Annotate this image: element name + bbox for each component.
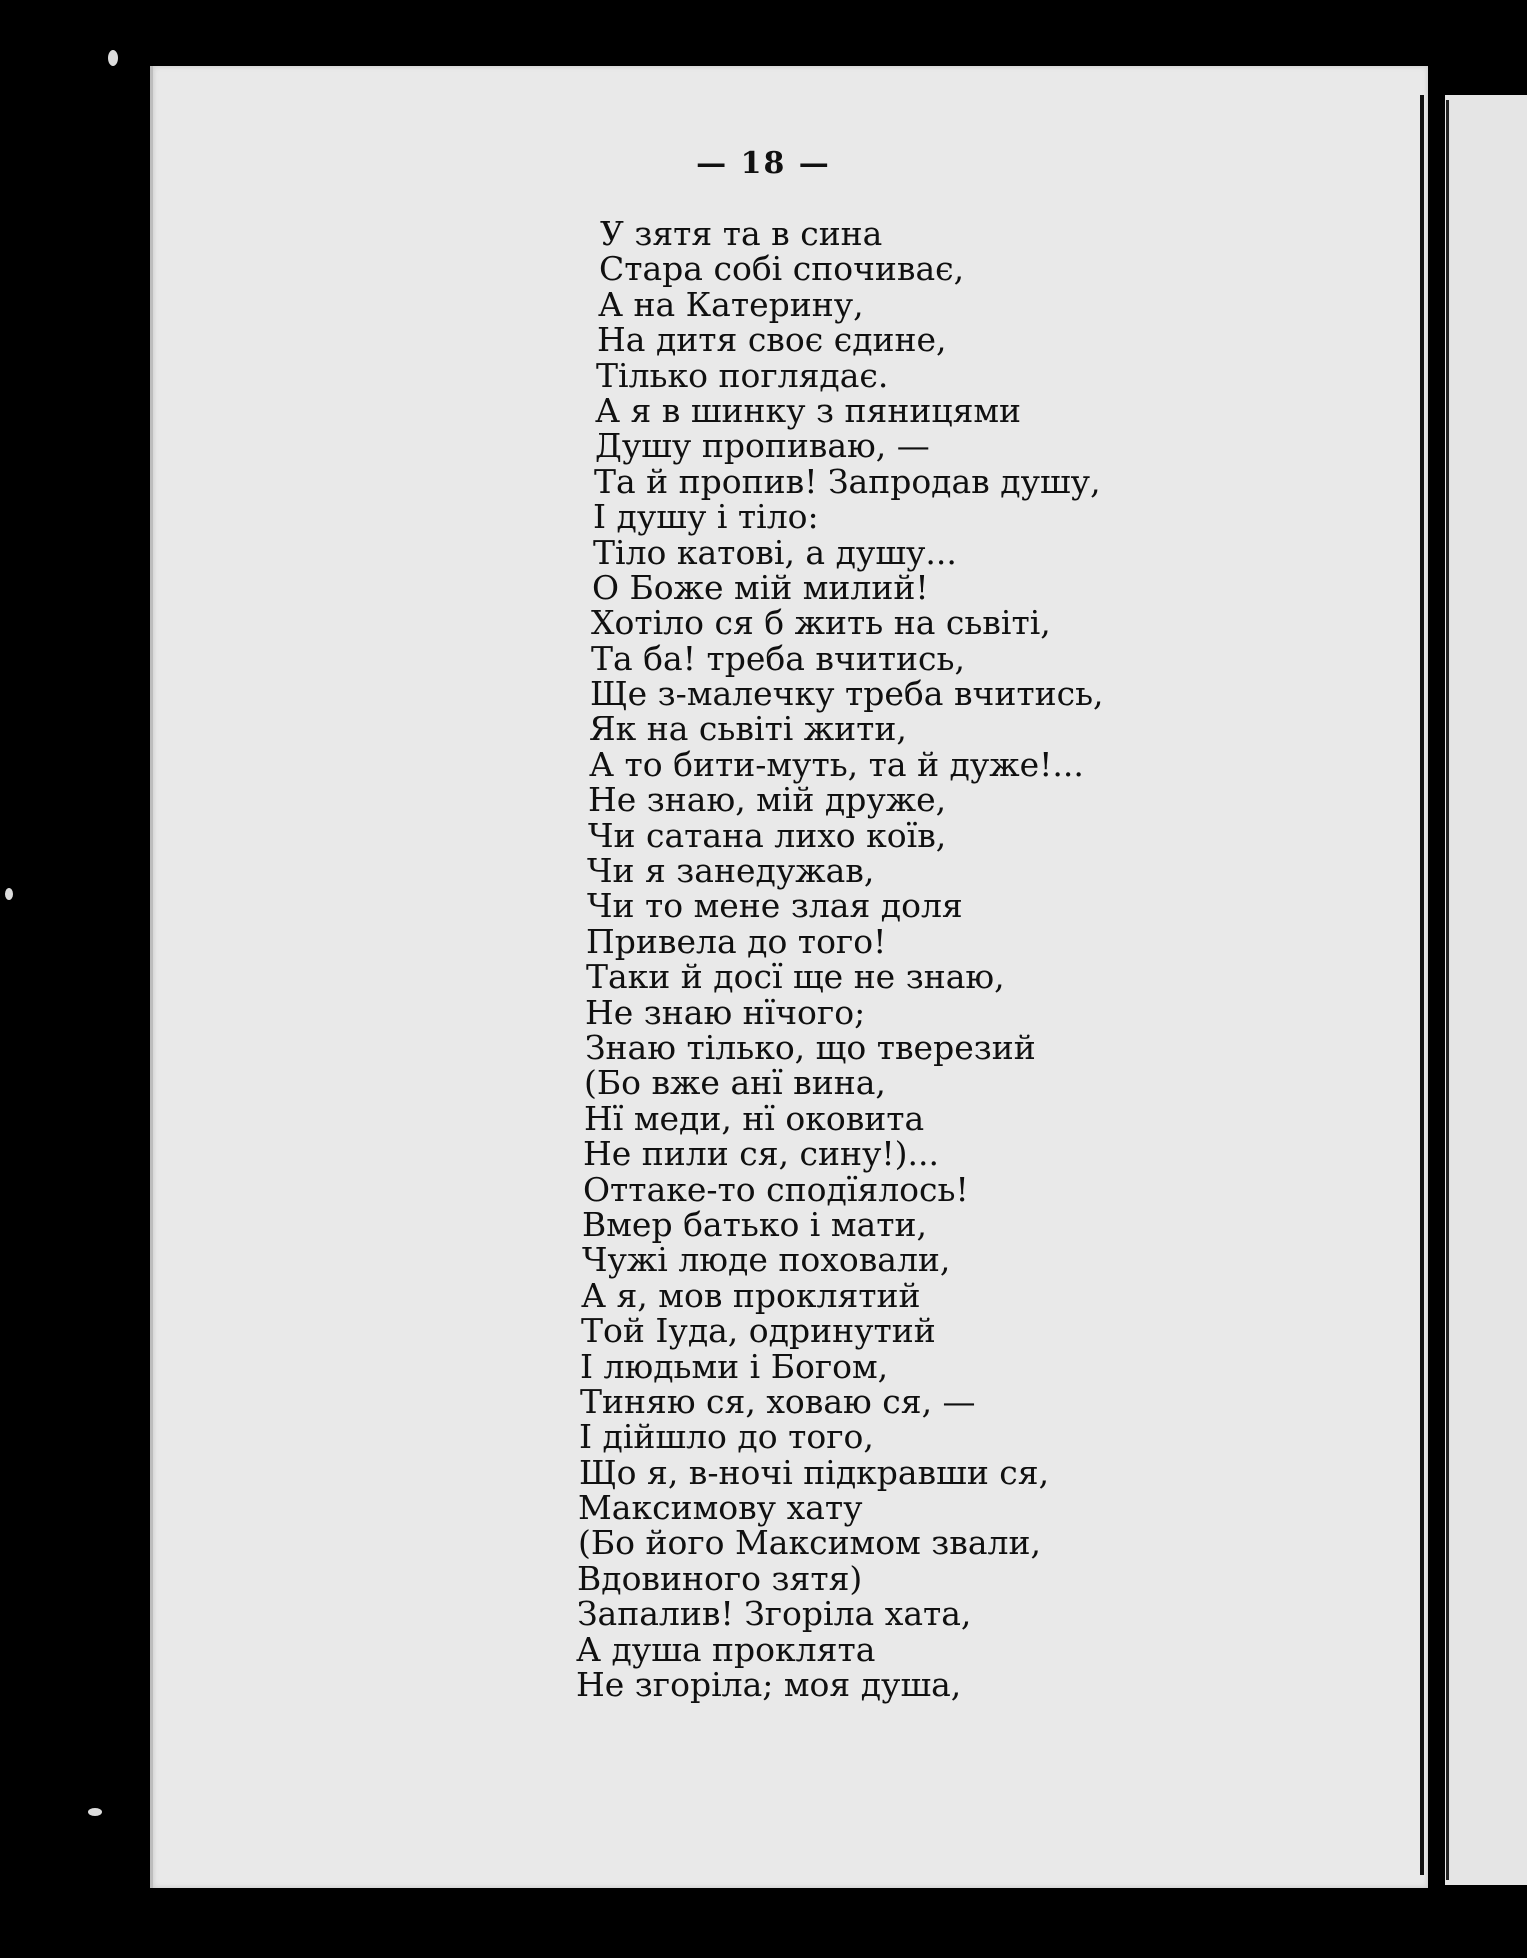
- poem-line: Хотіло ся б жить на сьвіті,: [591, 603, 1051, 643]
- poem-line: Максимову хату: [578, 1488, 863, 1528]
- poem-line: Не знаю нїчого;: [585, 992, 866, 1032]
- poem-line: Та й пропив! Запродав душу,: [594, 461, 1101, 501]
- poem-line: Вдовиного зятя): [577, 1558, 863, 1598]
- poem-line: Вмер батько і мати,: [582, 1204, 927, 1244]
- scan-speck: [5, 888, 13, 900]
- poem-line: О Боже мій милий!: [592, 567, 929, 607]
- poem-line: Знаю тілько, що тверезий: [585, 1027, 1036, 1067]
- poem-line: Запалив! Згоріла хата,: [577, 1594, 972, 1634]
- poem-text: [576, 214, 1104, 1705]
- poem-line: Привела до того!: [586, 921, 887, 961]
- poem-line: Чужі люде поховали,: [582, 1240, 951, 1280]
- poem-line: Нї меди, нї оковита: [584, 1098, 925, 1138]
- poem-line: Чи сатана лихо коїв,: [588, 815, 947, 855]
- poem-line: Чи я занедужав,: [587, 851, 875, 891]
- page-gutter-line: [1420, 95, 1424, 1875]
- page-number: — 18 —: [696, 146, 831, 181]
- poem-line: Тиняю ся, ховаю ся, —: [580, 1381, 976, 1421]
- poem-line: Не пили ся, сину!)...: [583, 1134, 940, 1174]
- poem-line: Не згоріла; моя душа,: [576, 1665, 962, 1705]
- adjacent-page-line: [1446, 100, 1449, 1880]
- poem-line: Та ба! треба вчитись,: [591, 638, 965, 678]
- poem-line: І людьми і Богом,: [580, 1346, 889, 1386]
- poem-line: На дитя своє єдине,: [597, 320, 947, 360]
- scan-speck: [108, 50, 118, 66]
- poem-line: Чи то мене злая доля: [587, 886, 963, 926]
- poem-line: (Бо вже анї вина,: [584, 1063, 886, 1103]
- adjacent-page-edge: [1445, 95, 1527, 1885]
- poem-line: Тіло катові, а душу...: [593, 532, 957, 572]
- poem-line: У зятя та в сина: [600, 214, 883, 253]
- poem-line: А то бити-муть, та й дуже!...: [589, 744, 1084, 784]
- poem-line: Душу пропиваю, —: [595, 426, 930, 466]
- poem-line: Ще з-малечку треба вчитись,: [590, 674, 1104, 714]
- scan-speck: [88, 1808, 102, 1816]
- poem-line: А на Катерину,: [598, 284, 864, 324]
- poem-line: Як на сьвіті жити,: [589, 709, 907, 749]
- poem-line: І душу і тіло:: [593, 497, 819, 537]
- poem-line: Що я, в-ночі підкравши ся,: [579, 1452, 1050, 1492]
- poem-line: А я, мов проклятий: [581, 1275, 921, 1315]
- poem-line: А душа проклята: [576, 1629, 876, 1669]
- poem-line: Не знаю, мій друже,: [588, 780, 947, 820]
- poem-line: А я в шинку з пяницями: [595, 390, 1022, 430]
- poem-line: Оттаке-то сподїялось!: [583, 1169, 969, 1209]
- poem-line: І дійшло до того,: [579, 1417, 874, 1457]
- poem-line: Той Іуда, одринутий: [581, 1311, 936, 1351]
- poem-line: Тілько поглядає.: [596, 355, 889, 395]
- poem-line: Стара собі спочиває,: [599, 249, 965, 289]
- poem-line: (Бо його Максимом звали,: [578, 1523, 1041, 1563]
- poem-line: Таки й досї ще не знаю,: [586, 957, 1005, 997]
